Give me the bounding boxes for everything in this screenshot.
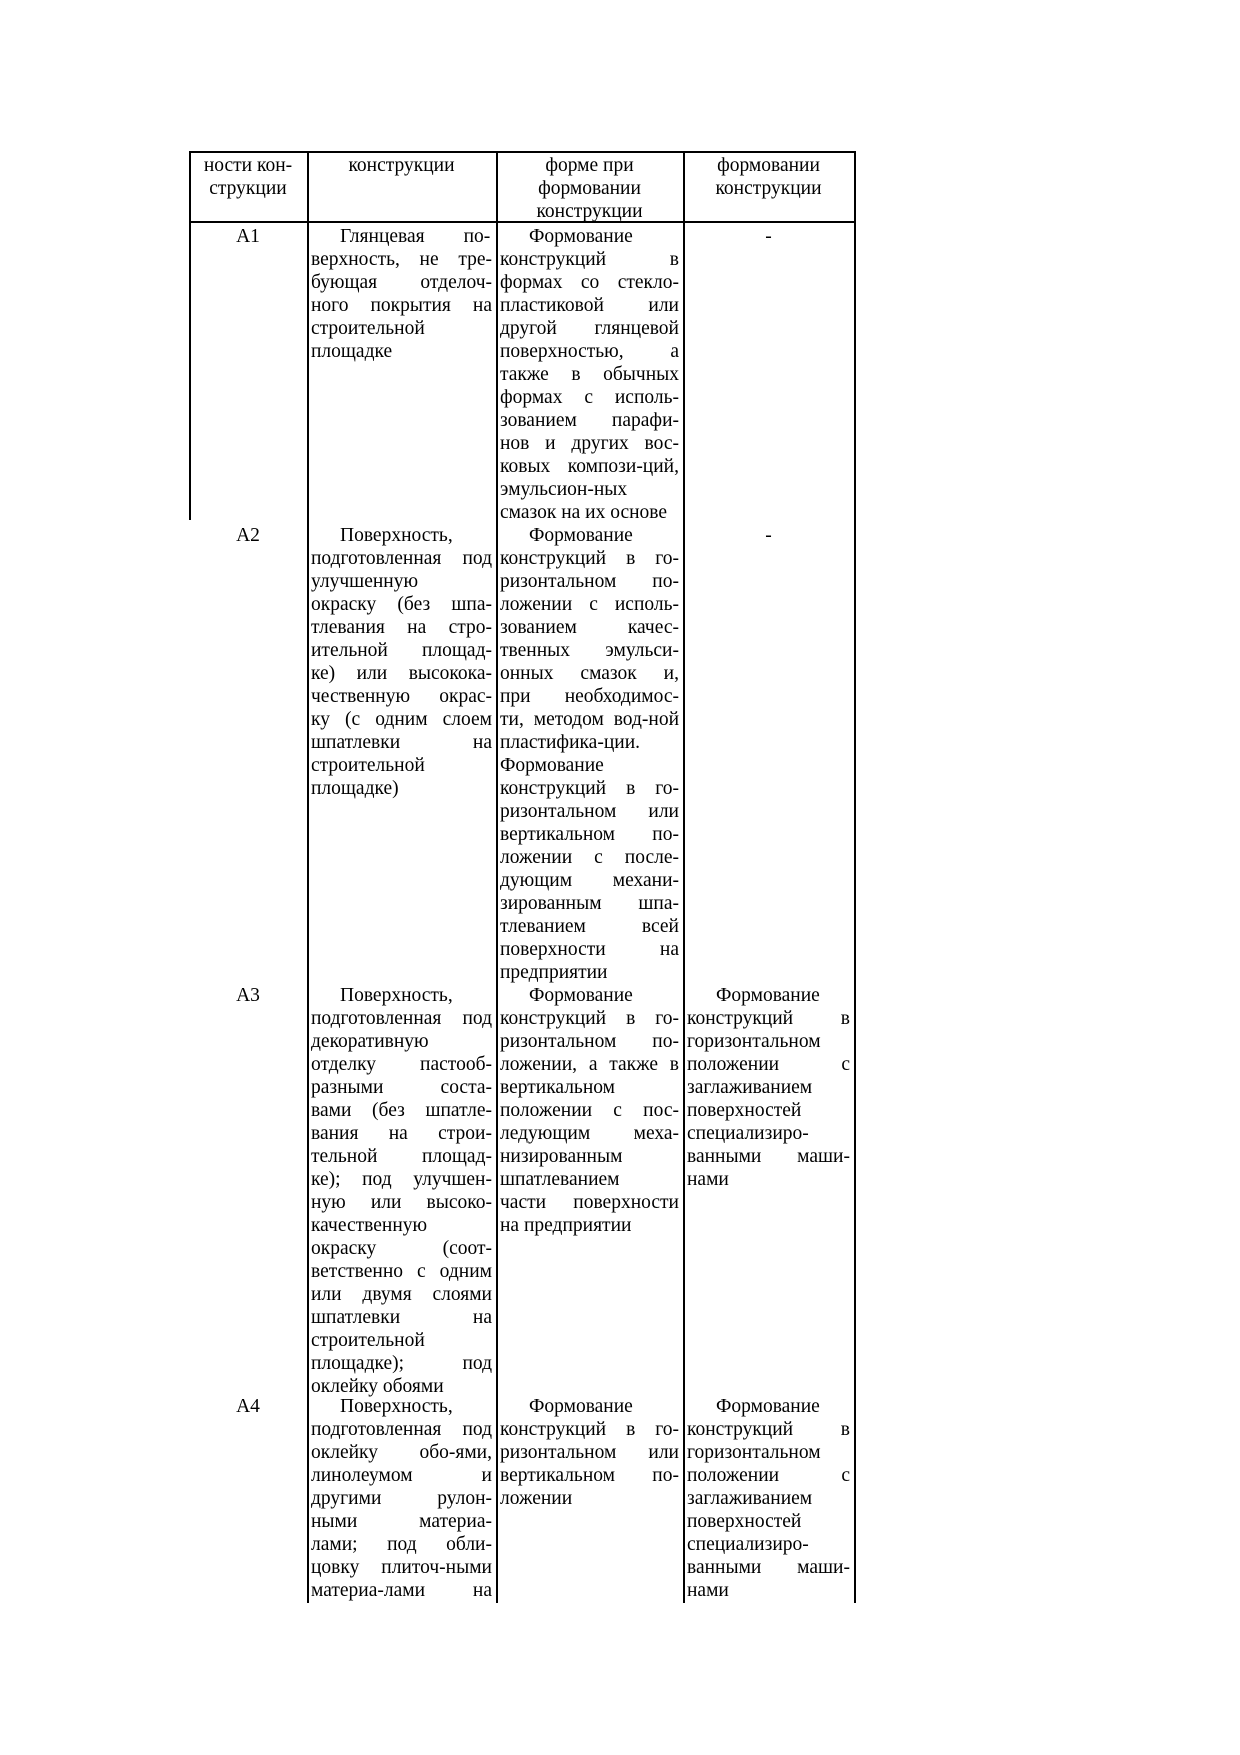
text-line: поверхности на [500,939,679,960]
header-cell [193,154,303,200]
text-line: ную или высоко- [311,1192,492,1213]
text-line: конструкций в го- [500,1419,679,1440]
text-line: формах с исполь- [500,387,679,408]
text-line: конструкций в го- [500,1008,679,1029]
text-line: бующая отделоч- [311,272,492,293]
surface-description-cell [311,1395,492,1602]
text-line: части поверхности [500,1192,679,1213]
text-line: Формование [529,226,633,247]
text-line: ризонтальном по- [500,1031,679,1052]
row-code: А3 [236,985,260,1006]
text-line: также в обычных [500,364,679,385]
header-cell [687,154,850,200]
text-line: Формование [716,1396,820,1417]
text-line: Формование [529,525,633,546]
text-line: вами (без шпатле- [311,1100,492,1121]
text-line: площадке) [311,778,399,799]
text-line: оклейку обоями [311,1376,444,1397]
text-line: поверхностью, а [500,341,679,362]
text-line: формах со стекло- [500,272,679,293]
text-line: подготовленная под [311,1419,492,1440]
text-line: нов и других вос- [500,433,679,454]
column-border [307,151,309,1603]
text-line: вертикальном [500,1077,615,1098]
text-line: горизонтальном [687,1031,821,1052]
text-line: конструкций в [687,1419,850,1440]
text-line: нами [687,1169,729,1190]
text-line: ти, методом вод-ной [500,709,679,730]
text-line: качественную [311,1215,428,1236]
text-line: конструкций в [500,249,679,270]
text-line: на предприятии [500,1215,632,1236]
text-line: предприятии [500,962,608,983]
text-line: цовку плиточ-ными [311,1557,492,1578]
text-line: оклейку обо-ями, [311,1442,492,1463]
forming-method-cell [500,1395,679,1510]
column-border [496,151,498,1603]
text-line: другими рулон- [311,1488,492,1509]
text-line: ризонтальном по- [500,571,679,592]
text-line: форме при [545,155,634,176]
forming-method-cell [500,524,679,984]
header-cell [311,154,492,177]
text-line: смазок на их основе [500,502,668,523]
row-code: А1 [236,226,260,247]
text-line: конструкций в [687,1008,850,1029]
text-line: тлеванием всей [500,916,679,937]
row-code: А4 [236,1396,260,1417]
text-line: поверхностей [687,1100,802,1121]
text-line: - [765,525,772,546]
text-line: лами; под обли- [311,1534,492,1555]
text-line: или двумя слоями [311,1284,492,1305]
text-line: тельной площад- [311,1146,492,1167]
text-line: Глянцевая по- [340,226,491,247]
text-line: положении с пос- [500,1100,679,1121]
text-line: специализиро- [687,1123,809,1144]
text-line: ными материа- [311,1511,492,1532]
table-top-border [189,151,855,153]
text-line: Формование [529,985,633,1006]
text-line: шпатлевки на [311,1307,492,1328]
text-line: ризонтальном или [500,1442,679,1463]
text-line: вертикальном по- [500,824,679,845]
text-line: конструкций в го- [500,778,679,799]
text-line: Формование [529,1396,633,1417]
text-line: низированным [500,1146,623,1167]
text-line: строительной [311,755,425,776]
column-border [683,151,685,1603]
text-line: площадке); под [311,1353,492,1374]
text-line: ности кон- [203,155,293,176]
text-line: конструкции [536,201,643,222]
text-line: ковых компози-ций, [500,456,679,477]
smoothing-method-cell [687,1395,850,1602]
surface-description-cell [311,984,492,1398]
text-line: другой глянцевой [500,318,679,339]
text-line: формовании [538,178,641,199]
text-line: онных смазок и, [500,663,679,684]
text-line: улучшенную [311,571,419,592]
text-line: разными соста- [311,1077,492,1098]
text-line: шпатлевки на [311,732,492,753]
text-line: Формование [500,755,604,776]
text-line: пластифика-ции. [500,732,641,753]
text-line: площадке [311,341,393,362]
text-line: конструкций в го- [500,548,679,569]
text-line: ложении, а также в [500,1054,679,1075]
smoothing-method-cell [687,524,850,547]
text-line: чественную окрас- [311,686,492,707]
text-line: горизонтальном [687,1442,821,1463]
text-line: ложении [500,1488,573,1509]
forming-method-cell [500,225,679,524]
text-line: окраску (соот- [311,1238,492,1259]
smoothing-method-cell [687,984,850,1191]
text-line: эмульсион-ных [500,479,628,500]
text-line: дующим механи- [500,870,679,891]
text-line: шпатлеванием [500,1169,620,1190]
text-line: ванными маши- [687,1557,850,1578]
text-line: заглаживанием [687,1488,813,1509]
text-line: - [765,226,772,247]
text-line: декоративную [311,1031,429,1052]
text-line: твенных эмульси- [500,640,679,661]
text-line: ительной площад- [311,640,492,661]
text-line: строительной [311,318,425,339]
row-code: А2 [236,525,260,546]
text-line: отделку пастооб- [311,1054,492,1075]
column-border [854,151,856,1603]
text-line: ку (с одним слоем [311,709,492,730]
text-line: заглаживанием [687,1077,813,1098]
text-line: ветственно с одним [311,1261,492,1282]
text-line: Формование [716,985,820,1006]
table-left-border [189,151,191,520]
text-line: пластиковой или [500,295,679,316]
text-line: ложении с исполь- [500,594,679,615]
text-line: верхность, не тре- [311,249,492,270]
text-line: ного покрытия на [311,295,492,316]
text-line: Поверхность, [340,1396,453,1417]
text-line: ризонтальном или [500,801,679,822]
text-line: специализиро- [687,1534,809,1555]
text-line: подготовленная под [311,548,492,569]
text-line: материа-лами на [311,1580,492,1601]
text-line: ледующим меха- [500,1123,679,1144]
surface-description-cell [311,524,492,800]
text-line: конструкции [348,155,455,176]
text-line: подготовленная под [311,1008,492,1029]
text-line: струкции [209,178,287,199]
text-line: ке); под улучшен- [311,1169,492,1190]
text-line: ке) или высокока- [311,663,492,684]
text-line: тлевания на стро- [311,617,492,638]
text-line: зованием парафи- [500,410,679,431]
text-line: линолеумом и [311,1465,492,1486]
text-line: вания на строи- [311,1123,492,1144]
text-line: вертикальном по- [500,1465,679,1486]
text-line: положении с [687,1465,850,1486]
text-line: окраску (без шпа- [311,594,492,615]
header-cell [500,154,679,223]
text-line: положении с [687,1054,850,1075]
forming-method-cell [500,984,679,1237]
text-line: при необходимос- [500,686,679,707]
text-line: конструкции [715,178,822,199]
text-line: строительной [311,1330,425,1351]
text-line: зованием качес- [500,617,679,638]
text-line: Поверхность, [340,525,453,546]
text-line: поверхностей [687,1511,802,1532]
text-line: формовании [717,155,820,176]
smoothing-method-cell [687,225,850,248]
text-line: ложении с после- [500,847,679,868]
text-line: Поверхность, [340,985,453,1006]
text-line: ванными маши- [687,1146,850,1167]
text-line: зированным шпа- [500,893,679,914]
surface-description-cell [311,225,492,363]
text-line: нами [687,1580,729,1601]
